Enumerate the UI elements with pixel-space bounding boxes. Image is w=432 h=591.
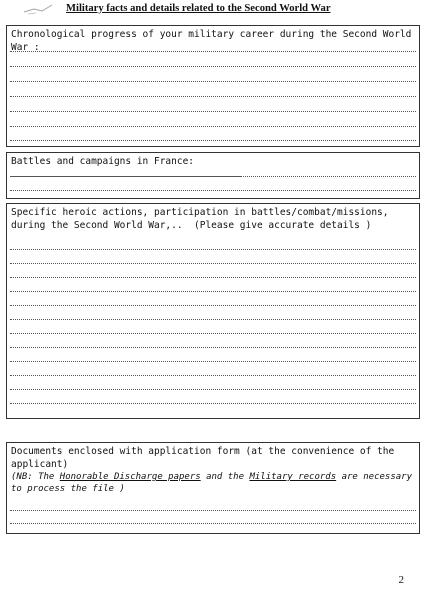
heroic-section (6, 203, 420, 419)
page-number: 2 (398, 574, 404, 586)
france-line[interactable] (10, 189, 416, 191)
heroic-line[interactable] (10, 346, 416, 348)
heroic-line[interactable] (10, 332, 416, 334)
heroic-line[interactable] (10, 304, 416, 306)
career-line[interactable] (10, 50, 416, 52)
career-line[interactable] (10, 139, 416, 141)
france-section (6, 152, 420, 199)
documents-section (6, 442, 420, 534)
career-line[interactable] (10, 65, 416, 67)
heroic-line[interactable] (10, 290, 416, 292)
heroic-line[interactable] (10, 360, 416, 362)
career-line[interactable] (10, 95, 416, 97)
scan-mark-icon (22, 2, 56, 16)
france-label: Battles and campaigns in France: (11, 156, 195, 167)
heroic-label: Specific heroic actions, participation in battles/combat/missions, during the Second World War,.. (Please give accurate details ) (11, 207, 395, 231)
heroic-line[interactable] (10, 248, 416, 250)
heroic-line[interactable] (10, 276, 416, 278)
heroic-line[interactable] (10, 374, 416, 376)
military-records-link: Military records (249, 472, 337, 482)
documents-line[interactable] (10, 509, 416, 511)
heroic-line[interactable] (10, 262, 416, 264)
career-line[interactable] (10, 110, 416, 112)
documents-line[interactable] (10, 522, 416, 524)
documents-note: (NB: The Honorable Discharge papers and the Military records are necessary to process the file ) (11, 472, 413, 494)
france-line[interactable] (10, 175, 416, 177)
page-title: Military facts and details related to the Second World War (66, 3, 331, 14)
career-line[interactable] (10, 125, 416, 127)
heroic-line[interactable] (10, 388, 416, 390)
discharge-papers-link: Honorable Discharge papers (59, 472, 201, 482)
career-label: Chronological progress of your military career during the Second World War : (11, 29, 418, 53)
heroic-line[interactable] (10, 402, 416, 404)
documents-label: Documents enclosed with application form (at the convenience of the applicant) (11, 446, 400, 470)
career-section (6, 25, 420, 147)
career-line[interactable] (10, 80, 416, 82)
heroic-line[interactable] (10, 318, 416, 320)
